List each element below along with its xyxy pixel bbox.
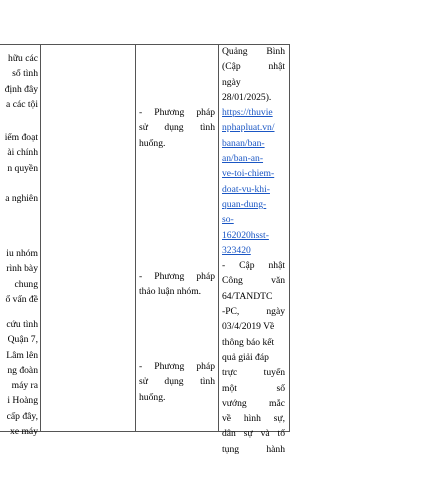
reference-line: 28/01/2025). bbox=[222, 91, 272, 103]
col1-line: iểm đoạt bbox=[4, 132, 38, 143]
reference-line: - Cập nhật bbox=[222, 260, 285, 272]
col1-line: xe máy bbox=[10, 426, 38, 438]
method-line: - Phương pháp bbox=[139, 361, 215, 372]
col1-line: ài chính bbox=[7, 147, 38, 159]
reference-line: tụng hành bbox=[222, 443, 285, 455]
reference-cell bbox=[222, 44, 285, 457]
judgment-link-line[interactable]: nphapluat.vn/ bbox=[222, 122, 275, 134]
judgment-link-line[interactable]: 323420 bbox=[222, 244, 251, 256]
table-border-col3-right bbox=[218, 44, 219, 432]
reference-line: một số bbox=[222, 382, 285, 394]
reference-line: dân sự và tố bbox=[222, 428, 285, 440]
reference-line: về hình sự, bbox=[222, 413, 285, 425]
col1-line: i Hoàng bbox=[7, 395, 38, 407]
col1-line: số tình bbox=[12, 68, 38, 80]
method-line: sử dụng tình bbox=[139, 122, 215, 134]
reference-line: quả giải đáp bbox=[222, 351, 269, 363]
method-situation-2 bbox=[139, 359, 215, 405]
method-group-discussion bbox=[139, 269, 215, 300]
judgment-link-line[interactable]: ve-toi-chiem- bbox=[222, 168, 275, 180]
reference-line: 64/TANDTC bbox=[222, 290, 273, 302]
judgment-link-line[interactable]: banan/ban- bbox=[222, 137, 265, 149]
method-line: - Phương pháp bbox=[139, 271, 215, 282]
reference-line: trực tuyến bbox=[222, 367, 285, 379]
method-line: sử dụng tình bbox=[139, 376, 215, 388]
col1-text-block-c bbox=[0, 191, 38, 206]
reference-line: thông báo kết bbox=[222, 336, 275, 348]
judgment-link[interactable] bbox=[222, 105, 285, 258]
reference-line: Quảng Bình bbox=[222, 46, 285, 57]
col1-line: cấp đây, bbox=[6, 410, 38, 422]
col1-text-block-d bbox=[0, 246, 38, 307]
reference-line: vướng mắc bbox=[222, 397, 285, 409]
col1-line: rình bày bbox=[6, 263, 38, 275]
method-line: thảo luận nhóm. bbox=[139, 286, 202, 298]
reference-line: (Cập nhật bbox=[222, 61, 285, 73]
method-line: huống. bbox=[139, 391, 166, 403]
judgment-link-line[interactable]: so- bbox=[222, 214, 234, 226]
table-border-right bbox=[289, 44, 290, 432]
col1-line: n quyền bbox=[7, 162, 38, 174]
judgment-link-line[interactable]: 162020hsst- bbox=[222, 229, 269, 241]
method-line: - Phương pháp bbox=[139, 107, 215, 118]
reference-line: -PC, ngày bbox=[222, 306, 285, 318]
col1-line: a các tội bbox=[6, 98, 38, 110]
col1-line: hữu các bbox=[8, 53, 38, 64]
col1-line: ng đoàn bbox=[7, 364, 38, 376]
table-border-col2-right bbox=[135, 44, 136, 432]
col1-line: Lâm lên bbox=[6, 349, 38, 361]
col1-line: ổ vấn đề bbox=[5, 293, 38, 305]
table-border-col1-right bbox=[40, 44, 41, 432]
judgment-link-line[interactable]: an/ban-an- bbox=[222, 153, 264, 165]
col1-line: cứu tình bbox=[6, 319, 38, 330]
col1-line: máy ra bbox=[11, 380, 38, 392]
col1-line: a nghiên bbox=[5, 193, 38, 204]
method-situation-1 bbox=[139, 105, 215, 151]
judgment-link-line[interactable]: quan-dung- bbox=[222, 198, 267, 210]
col1-line: chung bbox=[14, 278, 38, 290]
col1-text-block-e bbox=[0, 317, 38, 439]
col1-line: Quận 7, bbox=[7, 334, 38, 346]
reference-line: ngày bbox=[222, 76, 241, 88]
judgment-link-line[interactable]: doat-vu-khi- bbox=[222, 183, 270, 195]
judgment-link-line[interactable]: https://thuvie bbox=[222, 107, 273, 119]
col1-text-block-b bbox=[0, 130, 38, 176]
method-line: huống. bbox=[139, 137, 166, 149]
col1-line: iu nhóm bbox=[6, 248, 38, 259]
col1-text-block-a bbox=[0, 51, 38, 112]
reference-line: Công văn bbox=[222, 275, 285, 287]
col1-line: định đây bbox=[4, 83, 38, 95]
reference-line: 03/4/2019 Về bbox=[222, 321, 275, 333]
